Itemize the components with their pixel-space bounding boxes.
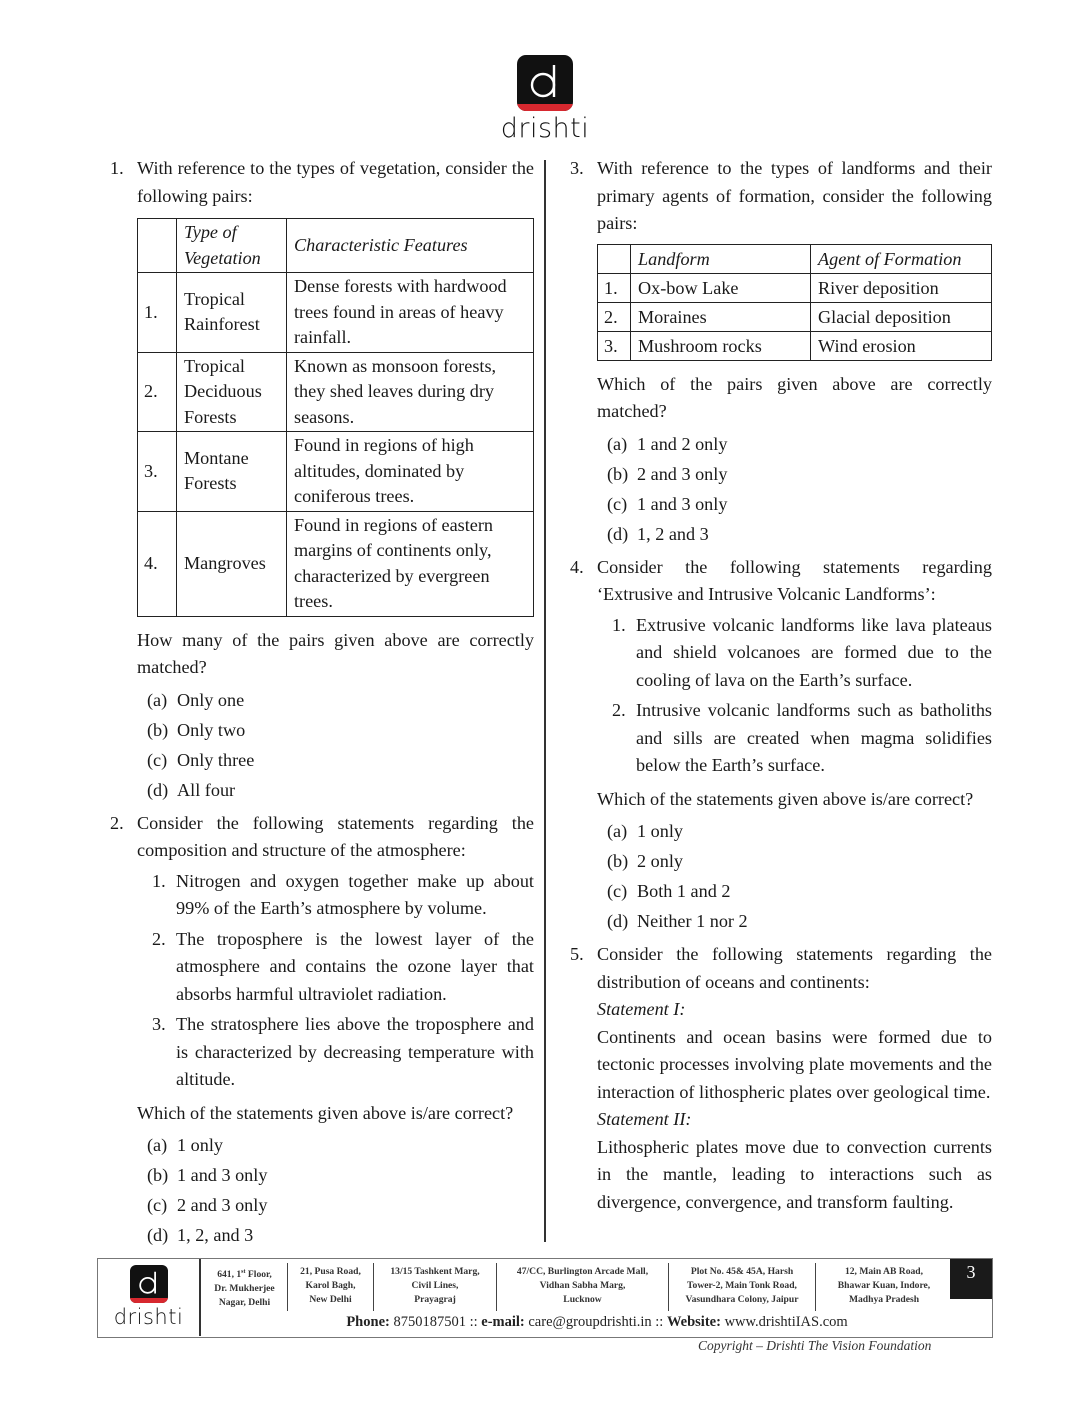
option-a: (a) 1 only <box>147 1135 223 1155</box>
table-header-row <box>598 244 992 273</box>
address-prayagraj: 13/15 Tashkent Marg, Civil Lines, Prayagraj <box>374 1263 497 1311</box>
question-number: 2. <box>110 812 124 833</box>
vegetation-type: Tropical Rainforest <box>177 273 287 353</box>
formation-agent: Wind erosion <box>811 331 992 360</box>
question-ask: Which of the statements given above is/are correct? <box>597 788 974 809</box>
row-number: 3. <box>598 331 631 360</box>
left-column <box>110 155 534 1250</box>
options-list <box>137 685 534 805</box>
row-number: 1. <box>598 273 631 302</box>
option-a: (a) 1 and 2 only <box>607 433 728 454</box>
option-a: (a) 1 only <box>607 821 683 841</box>
phone-number: 8750187501 <box>393 1314 466 1330</box>
brand-wordmark: drishti <box>113 1305 184 1329</box>
option-d: (d) Neither 1 nor 2 <box>607 911 748 931</box>
row-number: 4. <box>138 511 177 616</box>
phone-label: Phone: <box>346 1314 390 1330</box>
table-header: Landform <box>631 244 811 273</box>
copyright-notice: Copyright – Drishti The Vision Foundation <box>698 1338 932 1353</box>
page-number: 3 <box>950 1259 992 1299</box>
vegetation-feature: Found in regions of high altitudes, dominated by coniferous trees. <box>287 432 534 512</box>
vegetation-type: Montane Forests <box>177 432 287 512</box>
landform-table <box>597 244 992 361</box>
address-lucknow: 47/CC, Burlington Arcade Mall, Vidhan Sabha Marg, Lucknow <box>497 1263 669 1311</box>
question-ask: How many of the pairs given above are correctly matched? <box>137 629 534 677</box>
row-number: 1. <box>138 273 177 353</box>
table-header: Agent of Formation <box>811 244 992 273</box>
vegetation-feature: Known as monsoon forests, they shed leaves during dry seasons. <box>287 352 534 432</box>
statement-1-text: Continents and ocean basins were formed due to tectonic processes involving plate movements and the interaction of lithospheric plates over geological time. <box>597 1026 992 1102</box>
question-5 <box>570 941 992 1216</box>
table-row <box>138 511 534 616</box>
statement-2-text: Lithospheric plates move due to convection currents in the mantle, leading to interactions such as divergence, convergence, and transform faulting. <box>597 1136 992 1212</box>
row-number: 2. <box>598 302 631 331</box>
options-list <box>597 816 992 936</box>
row-number: 2. <box>138 352 177 432</box>
email-label: e-mail: <box>481 1314 525 1330</box>
address-karol-bagh: 21, Pusa Road, Karol Bagh, New Delhi <box>288 1263 374 1311</box>
options-list <box>137 1130 534 1250</box>
question-prompt: With reference to the types of vegetation, consider the following pairs: <box>137 158 534 206</box>
option-a: (a) Only one <box>147 689 245 710</box>
table-row <box>598 331 992 360</box>
logo-d-icon <box>517 55 573 111</box>
statement-item: 2. The troposphere is the lowest layer of the atmosphere and contains the ozone layer that absorbs harmful ultraviolet radiation. <box>152 928 534 1004</box>
statements-list <box>137 868 534 1094</box>
column-divider <box>544 160 546 1242</box>
email-link[interactable]: care@groupdrishti.in <box>528 1314 652 1330</box>
table-row <box>138 432 534 512</box>
question-2 <box>110 810 534 1251</box>
vegetation-feature: Found in regions of eastern margins of continents only, characterized by evergreen trees. <box>287 511 534 616</box>
address-jaipur: Plot No. 45& 45A, Harsh Tower-2, Main Tonk Road, Vasundhara Colony, Jaipur <box>669 1263 816 1311</box>
statement-item: 1. Extrusive volcanic landforms like lava plateaus and shield volcanoes are formed due to the cooling of lava on the Earth’s surface. <box>612 614 992 690</box>
question-prompt: Consider the following statements regarding ‘Extrusive and Intrusive Volcanic Landforms’: <box>597 556 992 604</box>
website-link[interactable]: www.drishtiIAS.com <box>724 1314 848 1330</box>
option-b: (b) 2 only <box>607 851 683 871</box>
question-1 <box>110 155 534 805</box>
statements-list <box>597 612 992 780</box>
table-row <box>138 273 534 353</box>
right-column <box>570 155 992 1216</box>
question-prompt: Consider the following statements regarding the distribution of oceans and continents: <box>597 944 992 992</box>
statement-item: 2. Intrusive volcanic landforms such as batholiths and sills are created when magma solidifies below the Earth’s surface. <box>612 700 992 775</box>
address-indore: 12, Main AB Road, Bhawar Kuan, Indore, Madhya Pradesh <box>837 1266 931 1305</box>
question-prompt: With reference to the types of landforms and their primary agents of formation, consider the following pairs: <box>597 158 992 233</box>
option-d: (d) 1, 2, and 3 <box>147 1225 254 1245</box>
drishti-logo <box>500 55 590 145</box>
table-header <box>138 219 177 273</box>
vegetation-type: Tropical Deciduous Forests <box>177 352 287 432</box>
question-number: 5. <box>570 944 584 964</box>
question-number: 1. <box>110 158 124 178</box>
row-number: 3. <box>138 432 177 512</box>
option-c: (c) 1 and 3 only <box>607 493 728 514</box>
question-number: 3. <box>570 158 584 178</box>
question-number: 4. <box>570 556 584 577</box>
website-label: Website: <box>666 1314 721 1330</box>
question-3 <box>570 155 992 549</box>
table-row <box>138 352 534 432</box>
option-c: (c) 2 and 3 only <box>147 1195 268 1215</box>
logo-d-icon <box>130 1265 168 1303</box>
brand-wordmark: drishti <box>500 113 590 144</box>
statement-item: 3. The stratosphere lies above the troposphere and is characterized by decreasing temperature with altitude. <box>152 1014 534 1089</box>
question-prompt: Consider the following statements regarding the composition and structure of the atmosphere: <box>137 812 534 860</box>
vegetation-type: Mangroves <box>177 511 287 616</box>
vegetation-table <box>137 218 534 617</box>
contact-line: Phone: 8750187501 :: e-mail: care@groupdrishti.in :: Website: www.drishtiIAS.com <box>346 1314 848 1330</box>
options-list <box>597 429 992 549</box>
option-c: (c) Both 1 and 2 <box>607 881 731 901</box>
landform-name: Moraines <box>631 302 811 331</box>
table-row <box>598 273 992 302</box>
table-row <box>598 302 992 331</box>
option-b: (b) Only two <box>147 719 246 740</box>
option-d: (d) All four <box>147 779 236 800</box>
formation-agent: Glacial deposition <box>811 302 992 331</box>
option-d: (d) 1, 2 and 3 <box>607 523 709 544</box>
table-header-row <box>138 219 534 273</box>
address-delhi-mukherjee: 641, 1st Floor, Dr. Mukherjee Nagar, Delhi <box>202 1263 288 1311</box>
table-header: Type of Vegetation <box>177 219 287 273</box>
vegetation-feature: Dense forests with hardwood trees found in areas of heavy rainfall. <box>287 273 534 353</box>
statement-1-label: Statement I: <box>597 999 686 1019</box>
option-b: (b) 1 and 3 only <box>147 1165 268 1185</box>
address-row <box>202 1263 952 1311</box>
option-c: (c) Only three <box>147 749 255 770</box>
option-b: (b) 2 and 3 only <box>607 463 728 484</box>
statement-2-label: Statement II: <box>597 1109 692 1129</box>
table-header <box>598 244 631 273</box>
landform-name: Ox-bow Lake <box>631 273 811 302</box>
question-ask: Which of the statements given above is/are correct? <box>137 1102 514 1123</box>
table-header: Characteristic Features <box>287 219 534 273</box>
landform-name: Mushroom rocks <box>631 331 811 360</box>
question-ask: Which of the pairs given above are correctly matched? <box>597 373 992 421</box>
question-4 <box>570 554 992 937</box>
statement-item: 1. Nitrogen and oxygen together make up about 99% of the Earth’s atmosphere by volume. <box>152 870 534 918</box>
formation-agent: River deposition <box>811 273 992 302</box>
page-footer <box>97 1258 993 1338</box>
footer-logo <box>98 1259 201 1336</box>
